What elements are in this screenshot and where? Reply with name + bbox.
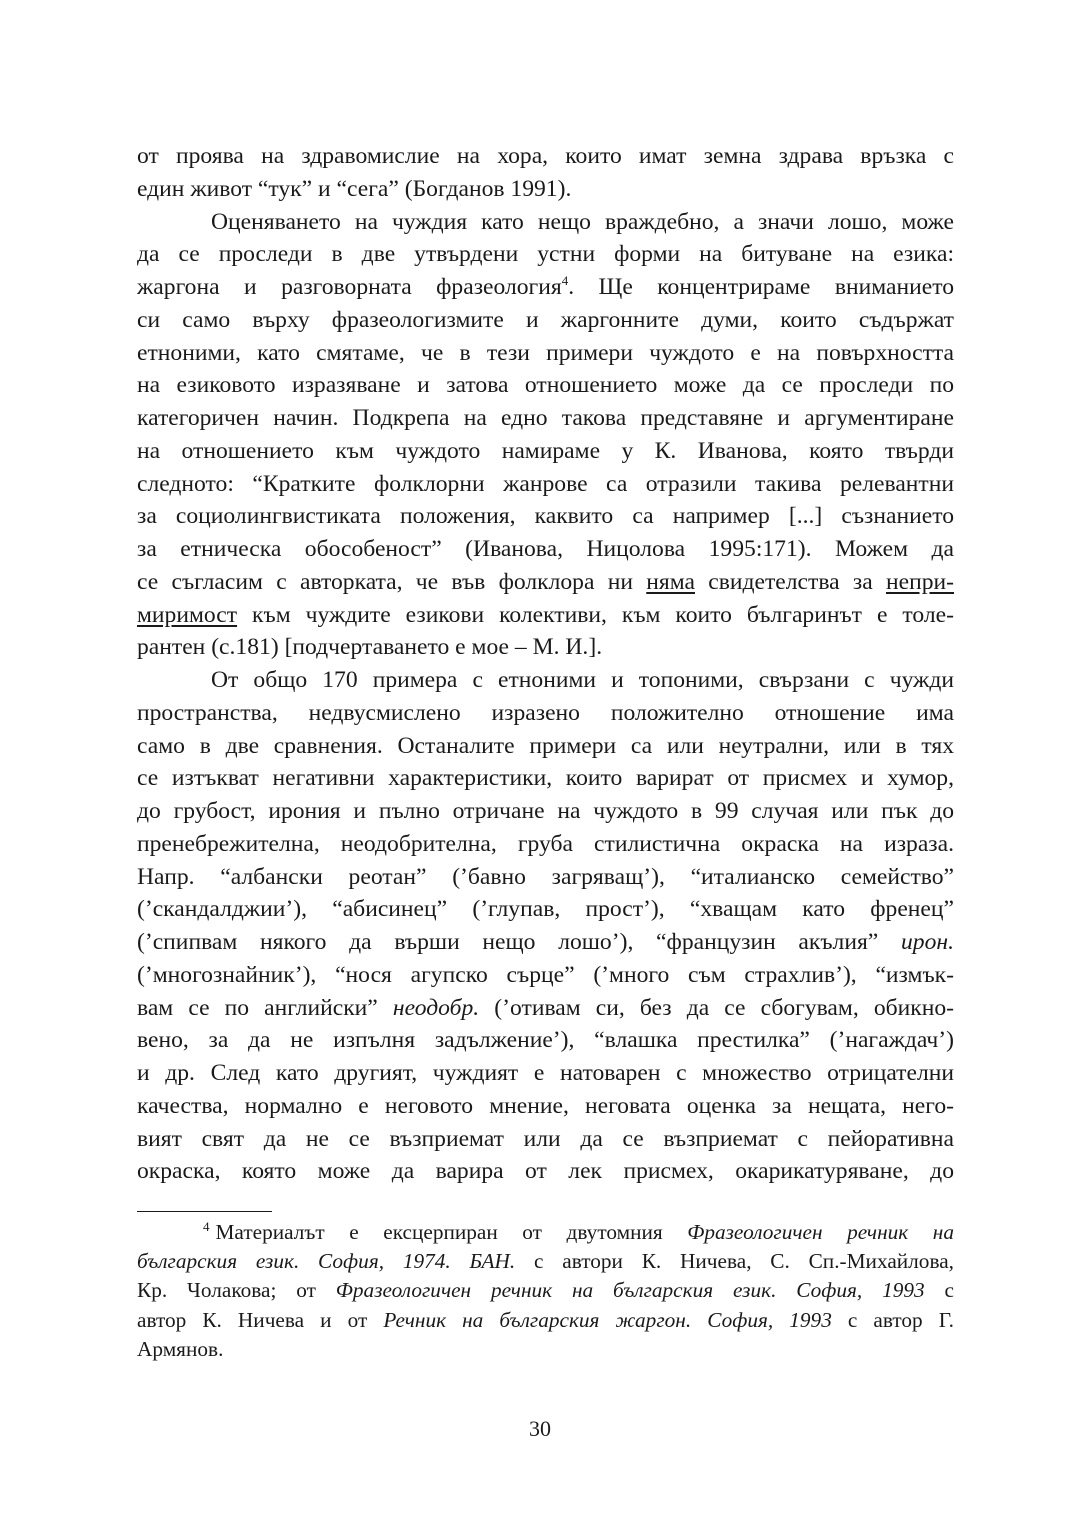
- body-line: [137, 631, 954, 664]
- body-line: [137, 271, 954, 304]
- body-line: [137, 1123, 954, 1156]
- text-run: следното: “Кратките фолклорни жанрове са отразили такива релевантни: [137, 470, 954, 497]
- footnote-marker: 4: [203, 1218, 210, 1234]
- text-run: на езиковото изразяване и затова отношението може да се проследи по: [137, 372, 954, 399]
- body-line: [137, 893, 954, 926]
- body-line: [137, 599, 954, 632]
- text-run: пространства, недвусмислено изразено положително отношение има: [137, 699, 954, 726]
- text-run: Оценяването на чуждия като нещо враждебно, а значи лошо, може: [211, 208, 954, 235]
- text-run: рантен (с.181) [подчертаването е мое – М. И.].: [137, 634, 603, 661]
- text-run: качества, нормално е неговото мнение, неговата оценка за нещата, него-: [137, 1092, 954, 1119]
- body-line: [137, 337, 954, 370]
- body-line: [137, 926, 954, 959]
- body-line: [137, 1155, 954, 1188]
- footnote-line: [137, 1247, 954, 1276]
- text-run: и др. След като другият, чуждият е натоварен с множество отрицателни: [137, 1060, 954, 1086]
- text-run: пренебрежителна, неодобрителна, груба стилистична окраска на израза.: [137, 830, 954, 857]
- text-run: автор К. Ничева и от: [137, 1307, 384, 1332]
- text-run: . Ще концентрираме вниманието: [568, 274, 954, 300]
- italic-text: неодобр.: [392, 994, 480, 1021]
- italic-text: Речник на българския жаргон. София, 1993: [383, 1307, 832, 1332]
- footnote: [137, 1218, 954, 1364]
- text-run: (’спипвам някого да върши нещо лошо’), “французин акълия”: [137, 929, 901, 955]
- body-line: [137, 173, 954, 206]
- text-run: на отношението към чуждото намираме у К. Иванова, която твърди: [137, 437, 954, 464]
- italic-text: Фразеологичен речник на българския език. София, 1993: [335, 1278, 925, 1303]
- body-line: [137, 402, 954, 435]
- text-run: от проява на здравомислие на хора, които имат земна здрава връзка с: [137, 143, 954, 169]
- body-line: [137, 664, 954, 697]
- text-run: свидетелства за: [694, 568, 886, 595]
- text-run: да се проследи в две утвърдени устни форми на битуване на езика:: [137, 241, 954, 268]
- body-line: [137, 959, 954, 992]
- text-run: за етническа обособеност” (Иванова, Ницолова 1995:171). Можем да: [137, 536, 954, 562]
- text-run: (’многознайник’), “нося агупско сърце” (’много съм страхлив’), “измък-: [137, 961, 954, 988]
- text-run: Материалът е ексцерпиран от двутомния: [215, 1220, 688, 1244]
- text-run: до грубост, ирония и пълно отричане на чуждото в 99 случая или пък до: [137, 798, 954, 824]
- body-line: [137, 369, 954, 402]
- text-run: етноними, като смятаме, че в тези примери чуждото е на повърхността: [137, 339, 954, 366]
- text-run: окраска, която може да варира от лек присмех, окарикатуряване, до: [137, 1158, 954, 1185]
- body-line: [137, 206, 954, 239]
- italic-text: Фразеологичен речник на: [687, 1220, 954, 1244]
- text-run: се съгласим с авторката, че във фолклора ни: [137, 568, 647, 595]
- body-line: [137, 697, 954, 730]
- text-run: Напр. “албански реотан” (’бавно загряващ’), “италианско семейство”: [137, 863, 954, 890]
- text-run: вият свят да не се възприемат или да се възприемат с пейоративна: [137, 1125, 954, 1152]
- footnote-line: [137, 1335, 954, 1364]
- body-line: [137, 238, 954, 271]
- footnote-line: [137, 1276, 954, 1305]
- text-run: категоричен начин. Подкрепа на едно такова представяне и аргументиране: [137, 405, 954, 431]
- text-run: с автор Г.: [831, 1307, 954, 1332]
- body-line: [137, 1024, 954, 1057]
- body-line: [137, 140, 954, 173]
- body-line: [137, 861, 954, 894]
- text-run: вено, за да не изпълня задължение’), “влашка престилка” (’нагаждач’): [137, 1027, 954, 1054]
- body-line: [137, 304, 954, 337]
- body-line: [137, 435, 954, 468]
- body-line: [137, 500, 954, 533]
- italic-text: българския език. София, 1974. БАН.: [137, 1249, 516, 1274]
- text-run: се изтъкват негативни характеристики, които варират от присмех и хумор,: [137, 765, 954, 792]
- italic-text: ирон.: [901, 929, 954, 955]
- footnote-line: [137, 1306, 954, 1335]
- page-number: 30: [529, 1416, 551, 1441]
- text-run: Кр. Чолакова; от: [137, 1278, 336, 1303]
- body-line: [137, 730, 954, 763]
- text-run: един живот “тук” и “сега” (Богданов 1991).: [137, 175, 572, 202]
- underlined-text: непри-: [885, 568, 954, 595]
- footnote-separator: [137, 1211, 272, 1212]
- body-line: [137, 992, 954, 1025]
- underlined-text: няма: [646, 568, 695, 595]
- text-run: Армянов.: [137, 1336, 224, 1361]
- underlined-text: миримост: [137, 601, 238, 628]
- body-line: [137, 566, 954, 599]
- text-run: с автори К. Ничева, С. Сп.-Михайлова,: [515, 1249, 954, 1274]
- text-run: си само върху фразеологизмите и жаргонните думи, които съдържат: [137, 306, 954, 333]
- body-line: [137, 1057, 954, 1090]
- text-run: само в две сравнения. Останалите примери са или неутрални, или в тях: [137, 732, 954, 759]
- text-run: вам се по английски”: [137, 994, 393, 1021]
- body-line: [137, 828, 954, 861]
- text-run: към чуждите езикови колективи, към които българинът е толе-: [237, 601, 954, 628]
- body-line: [137, 762, 954, 795]
- text-run: (’отивам си, без да се сбогувам, обикно-: [479, 994, 954, 1021]
- body-text: [137, 140, 954, 1188]
- footnote-line: [137, 1218, 954, 1247]
- body-line: [137, 1090, 954, 1123]
- body-line: [137, 468, 954, 501]
- text-run: за социолингвистиката положения, каквито са например [...] съзнанието: [137, 503, 954, 530]
- text-run: жаргона и разговорната фразеология: [137, 274, 562, 300]
- body-line: [137, 795, 954, 828]
- footnote-reference: 4: [561, 273, 569, 289]
- text-run: с: [924, 1278, 955, 1303]
- text-run: (’скандалджии’), “абисинец” (’глупав, прост’), “хващам като френец”: [137, 896, 954, 923]
- body-line: [137, 533, 954, 566]
- text-run: От общо 170 примера с етноними и топоними, свързани с чужди: [211, 667, 954, 693]
